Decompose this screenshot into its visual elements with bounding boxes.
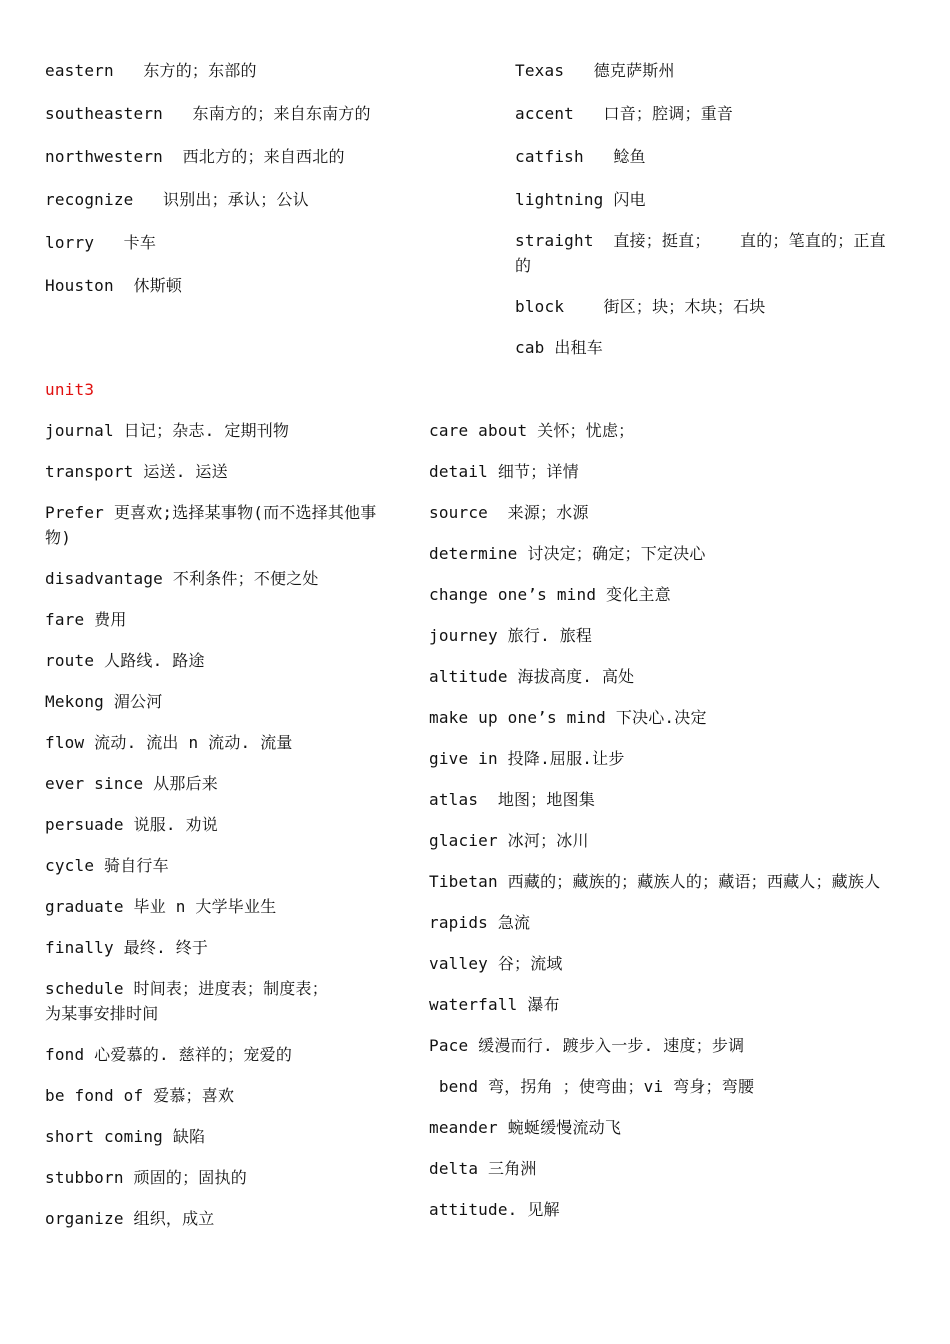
vocab-entry: straight 直接；挺直； 直的；笔直的；正直的	[515, 231, 886, 275]
vocab-entry: Houston 休斯顿	[45, 276, 183, 295]
vocab-entry: journey 旅行. 旅程	[429, 626, 593, 645]
vocab-entry: organize 组织，成立	[45, 1209, 215, 1228]
vocab-entry: waterfall 瀑布	[429, 995, 560, 1014]
vocab-entry: bend 弯，拐角 ；使弯曲；vi 弯身；弯腰	[429, 1077, 755, 1096]
vocab-entry: be fond of 爱慕；喜欢	[45, 1086, 235, 1105]
vocab-entry: delta 三角洲	[429, 1159, 537, 1178]
vocab-entry: recognize 识别出；承认；公认	[45, 190, 309, 209]
vocab-entry: glacier 冰河；冰川	[429, 831, 589, 850]
vocab-entry: persuade 说服. 劝说	[45, 815, 218, 834]
vocab-entry: altitude 海拔高度. 高处	[429, 667, 635, 686]
vocab-entry: flow 流动. 流出 n 流动. 流量	[45, 733, 293, 752]
vocab-entry: cab 出租车	[515, 338, 603, 357]
vocab-entry: northwestern 西北方的；来自西北的	[45, 147, 345, 166]
vocab-entry: care about 关怀；忧虑；	[429, 421, 635, 440]
vocab-entry: stubborn 顽固的；固执的	[45, 1168, 247, 1187]
vocab-entry: ever since 从那后来	[45, 774, 218, 793]
vocab-entry: cycle 骑自行车	[45, 856, 169, 875]
vocab-column-top-right	[515, 58, 900, 378]
vocab-entry: fond 心爱慕的. 慈祥的；宠爱的	[45, 1045, 293, 1064]
vocab-entry: lorry 卡车	[45, 233, 157, 252]
vocab-entry: block 街区；块；木块；石块	[515, 297, 766, 316]
vocab-entry: transport 运送. 运送	[45, 462, 228, 481]
vocab-entry: rapids 急流	[429, 913, 531, 932]
vocab-entry: give in 投降.屈服.让步	[429, 749, 625, 768]
vocab-entry: schedule 时间表；进度表；制度表； 为某事安排时间	[45, 979, 328, 1023]
vocab-entry: attitude. 见解	[429, 1200, 560, 1219]
vocab-entry: Prefer 更喜欢;选择某事物(而不选择其他事物)	[45, 503, 377, 547]
vocab-entry: Mekong 湄公河	[45, 692, 163, 711]
vocab-entry: detail 细节；详情	[429, 462, 579, 481]
unit-heading: unit3	[45, 380, 95, 399]
vocab-entry: Texas 德克萨斯州	[515, 61, 675, 80]
vocab-entry: determine 讨决定；确定；下定决心	[429, 544, 706, 563]
vocab-entry: Pace 缓漫而行. 踱步入一步. 速度；步调	[429, 1036, 745, 1055]
vocab-entry: disadvantage 不利条件；不便之处	[45, 569, 319, 588]
vocab-column-unit3-right	[429, 418, 899, 1238]
vocab-entry: valley 谷；流域	[429, 954, 563, 973]
vocab-entry: Tibetan 西藏的；藏族的；藏族人的；藏语；西藏人；藏族人	[429, 872, 881, 891]
vocab-entry: atlas 地图；地图集	[429, 790, 596, 809]
vocab-entry: journal 日记；杂志. 定期刊物	[45, 421, 290, 440]
vocab-entry: accent 口音；腔调；重音	[515, 104, 734, 123]
vocab-entry: lightning 闪电	[515, 190, 646, 209]
vocab-column-top-left	[45, 58, 400, 316]
vocab-entry: eastern 东方的；东部的	[45, 61, 257, 80]
vocab-entry: fare 费用	[45, 610, 127, 629]
vocab-entry: graduate 毕业 n 大学毕业生	[45, 897, 277, 916]
vocab-entry: meander 蜿蜒缓慢流动飞	[429, 1118, 622, 1137]
vocab-entry: source 来源；水源	[429, 503, 589, 522]
vocab-entry: finally 最终. 终于	[45, 938, 209, 957]
vocab-entry: make up one’s mind 下决心.决定	[429, 708, 707, 727]
vocab-entry: short coming 缺陷	[45, 1127, 206, 1146]
vocab-entry: southeastern 东南方的；来自东南方的	[45, 104, 371, 123]
vocab-entry: catfish 鲶鱼	[515, 147, 646, 166]
vocab-entry: change one’s mind 变化主意	[429, 585, 671, 604]
vocab-column-unit3-left	[45, 418, 400, 1247]
vocab-entry: route 人路线. 路途	[45, 651, 205, 670]
